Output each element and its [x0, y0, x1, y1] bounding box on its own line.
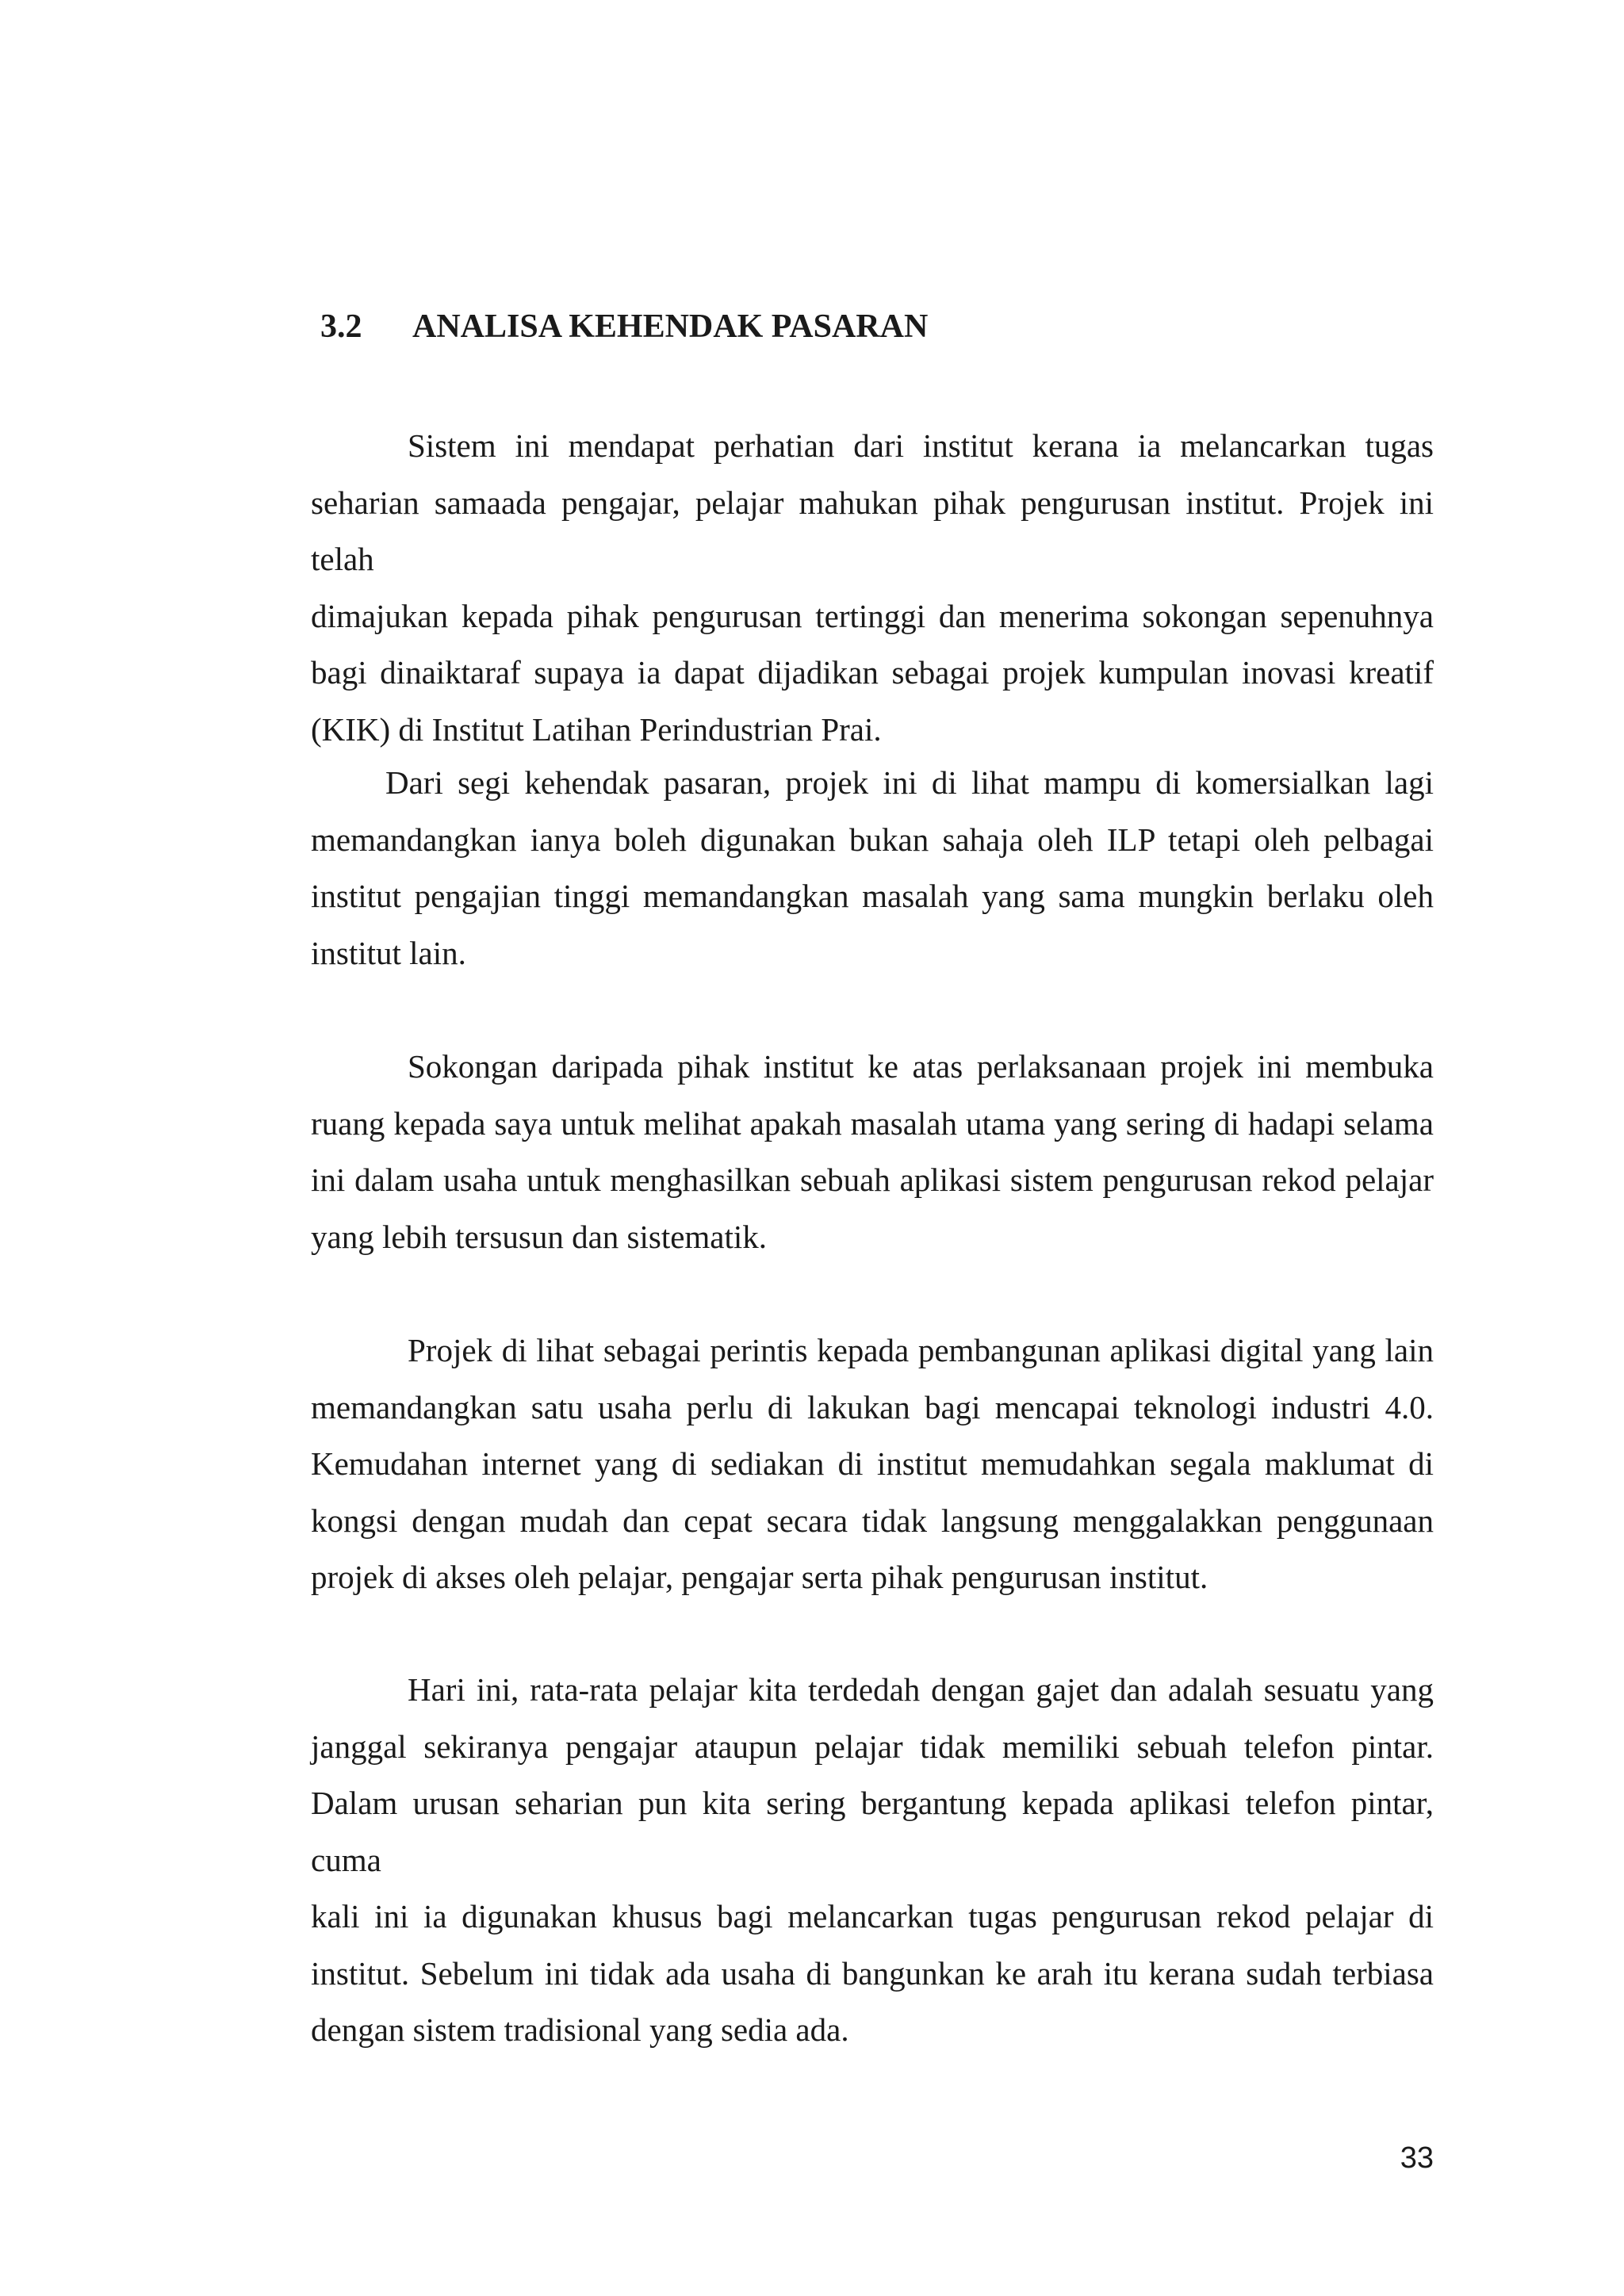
paragraph-line: ruang kepada saya untuk melihat apakah masalah utama yang sering di hadapi selama	[311, 1104, 1434, 1142]
paragraph-line: seharian samaada pengajar, pelajar mahukan pihak pengurusan institut. Projek ini telah	[311, 484, 1434, 577]
paragraph-line: (KIK) di Institut Latihan Perindustrian Prai.	[311, 710, 882, 748]
section-title: ANALISA KEHENDAK PASARAN	[412, 308, 929, 345]
paragraph-line: Sistem ini mendapat perhatian dari institut kerana ia melancarkan tugas	[408, 427, 1434, 464]
paragraph-line: Hari ini, rata-rata pelajar kita terdedah dengan gajet dan adalah sesuatu yang	[408, 1671, 1434, 1708]
paragraph-line: memandangkan ianya boleh digunakan bukan sahaja oleh ILP tetapi oleh pelbagai	[311, 821, 1434, 858]
paragraph-4	[311, 1322, 1434, 1606]
section-number: 3.2	[320, 308, 362, 345]
paragraph-line: ini dalam usaha untuk menghasilkan sebuah aplikasi sistem pengurusan rekod pelajar	[311, 1161, 1434, 1198]
paragraph-line: dengan sistem tradisional yang sedia ada.	[311, 2011, 849, 2048]
paragraph-line: janggal sekiranya pengajar ataupun pelajar tidak memiliki sebuah telefon pintar.	[311, 1728, 1434, 1765]
paragraph-5	[311, 1662, 1434, 2059]
paragraph-line: memandangkan satu usaha perlu di lakukan bagi mencapai teknologi industri 4.0.	[311, 1388, 1434, 1425]
paragraph-line: yang lebih tersusun dan sistematik.	[311, 1218, 768, 1255]
paragraph-3	[311, 1039, 1434, 1265]
paragraph-2	[311, 755, 1434, 982]
paragraph-1	[311, 418, 1434, 758]
paragraph-line: Projek di lihat sebagai perintis kepada pembangunan aplikasi digital yang lain	[408, 1332, 1434, 1368]
paragraph-line: institut. Sebelum ini tidak ada usaha di bangunkan ke arah itu kerana sudah terbiasa	[311, 1954, 1434, 1992]
paragraph-line: Kemudahan internet yang di sediakan di institut memudahkan segala maklumat di	[311, 1445, 1434, 1482]
paragraph-line: institut pengajian tinggi memandangkan masalah yang sama mungkin berlaku oleh	[311, 878, 1434, 914]
paragraph-line: Dari segi kehendak pasaran, projek ini di lihat mampu di komersialkan lagi	[385, 764, 1434, 801]
paragraph-line: bagi dinaiktaraf supaya ia dapat dijadikan sebagai projek kumpulan inovasi kreatif	[311, 654, 1434, 691]
page-number: 33	[1400, 2141, 1434, 2175]
paragraph-line: institut lain.	[311, 934, 466, 971]
paragraph-line: Dalam urusan seharian pun kita sering bergantung kepada aplikasi telefon pintar, cuma	[311, 1785, 1434, 1878]
section-heading	[320, 308, 928, 346]
paragraph-line: Sokongan daripada pihak institut ke atas perlaksanaan projek ini membuka	[408, 1048, 1434, 1085]
paragraph-line: kali ini ia digunakan khusus bagi melancarkan tugas pengurusan rekod pelajar di	[311, 1898, 1434, 1934]
paragraph-line: projek di akses oleh pelajar, pengajar serta pihak pengurusan institut.	[311, 1559, 1208, 1595]
paragraph-line: kongsi dengan mudah dan cepat secara tidak langsung menggalakkan penggunaan	[311, 1502, 1434, 1539]
paragraph-line: dimajukan kepada pihak pengurusan tertinggi dan menerima sokongan sepenuhnya	[311, 597, 1434, 634]
